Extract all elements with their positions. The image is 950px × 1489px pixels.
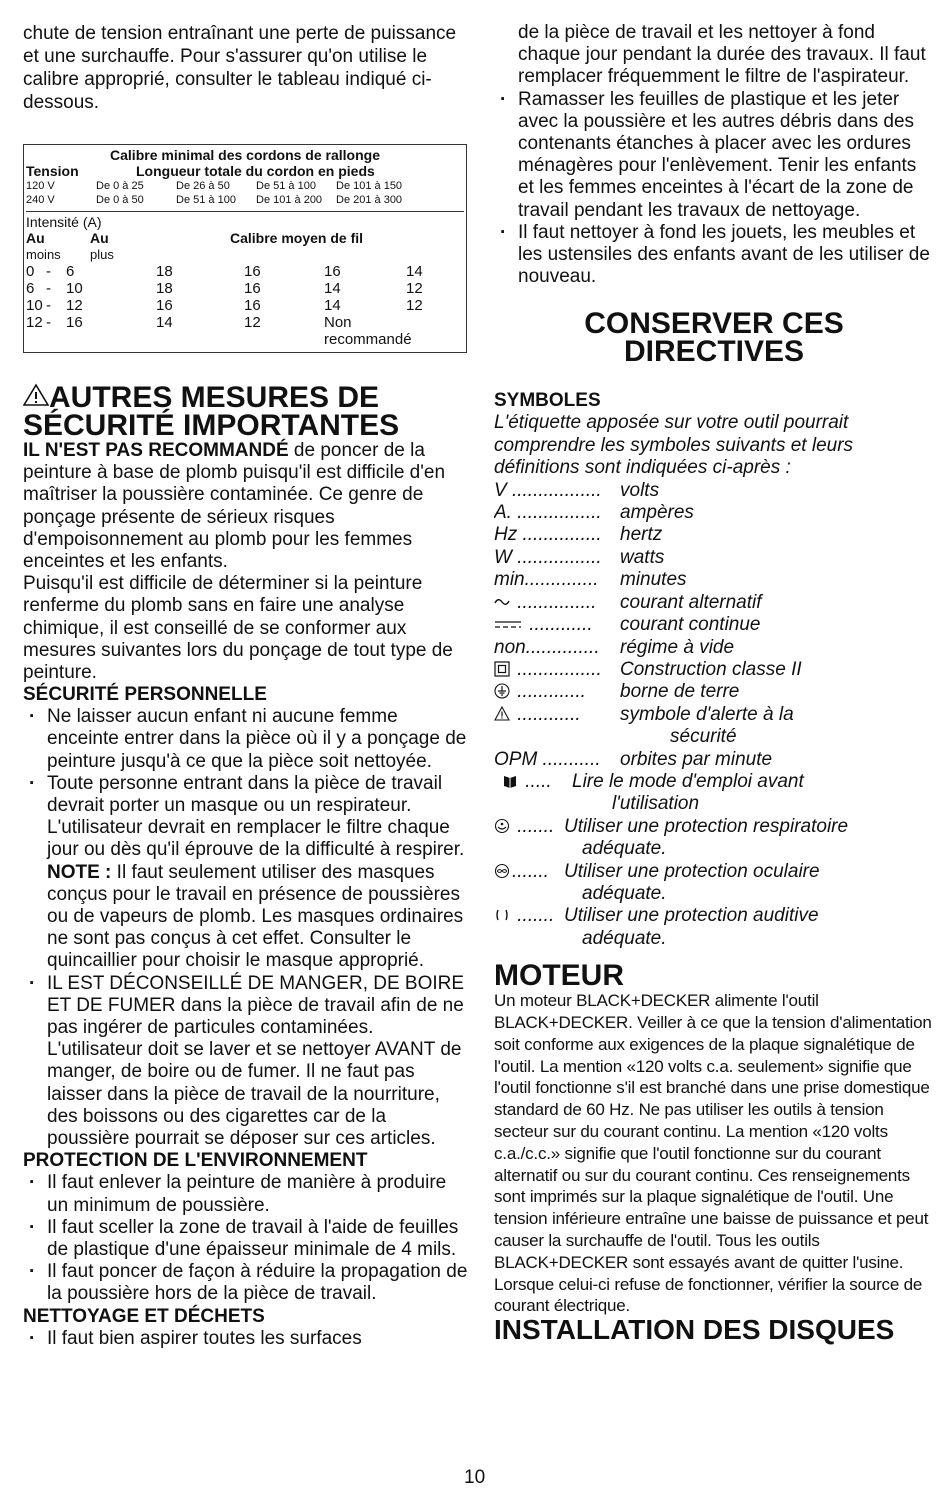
subheading-symboles: SYMBOLES: [494, 390, 601, 412]
symbol-key: [502, 771, 572, 816]
symbol-key: [494, 816, 564, 861]
table-cell: 14: [406, 263, 423, 280]
table-subheader: [26, 230, 464, 246]
direct-current-icon: [494, 616, 522, 632]
table-cell: 12: [26, 314, 43, 331]
symbol-key: non..............: [494, 636, 600, 658]
alternating-current-icon: [494, 594, 510, 610]
symbol-value: [564, 816, 934, 861]
table-row: [26, 297, 464, 314]
symbol-key: [494, 681, 620, 703]
table-cell: 12: [406, 297, 423, 314]
note-text: Il faut seulement utiliser des masques conçus pour le travail en présence de poussières ou de vapeurs de plomb. Les masques ordinaires ne sont pas conçus à cet effet. Consulter le quincaillier pour choisir le masque approprié.: [47, 861, 464, 972]
moteur-paragraph: Un moteur BLACK+DECKER alimente l'outil BLACK+DECKER. Veiller à ce que la tension d'alimentation soit conforme aux exigences de la plaque signalétique de l'outil. La mention «120 volts c.a. seulement» signifie que l'outil fonctionne s'il est branché dans une prise domestique standard de 60 Hz. Ne pas utiliser les outils à tension secteur sur du courant continu. La mention «120 volts c.a./c.c.» signifie que l'outil fonctionne sur du courant alternatif ou sur du courant continu. Ces renseignements sont imprimés sur la plaque signalétique de l'outil. Une tension inférieure entraîne une baisse de puissance et peut causer la surchauffe de l'outil. Tous les outils BLACK+DECKER sont essayés avant de quitter l'usine. Lorsque celui-ci refuse de fonctionner, vérifier la source de courant électrique.: [494, 991, 932, 1316]
symbol-dots: ...............: [512, 591, 597, 613]
symbol-key: OPM ...........: [494, 748, 601, 770]
symbol-row: [494, 704, 934, 749]
symbol-value: [620, 704, 934, 749]
list-environnement: [23, 1172, 468, 1305]
table-row: [26, 280, 464, 297]
respiratory-protection-icon: [494, 818, 510, 834]
range-cell: De 51 à 100: [176, 194, 236, 206]
table-cell: 16: [244, 280, 261, 297]
symbol-key: [494, 704, 620, 749]
table-header-row: [26, 163, 464, 179]
symbol-row: [494, 569, 934, 591]
symbol-value-line: Utiliser une protection auditive: [564, 905, 819, 927]
subheading-nettoyage: NETTOYAGE ET DÉCHETS: [23, 1305, 265, 1327]
table-title: Calibre minimal des cordons de rallonge: [110, 147, 380, 163]
symbol-row: [494, 480, 934, 502]
list-nettoyage: [23, 1328, 468, 1350]
heading-moteur: MOTEUR: [494, 959, 624, 993]
table-cell: -: [46, 280, 51, 297]
intensite-label: Intensité (A): [26, 214, 102, 230]
symbol-row: [494, 905, 934, 950]
symbol-value: Construction classe II: [620, 658, 802, 680]
symbol-row: [494, 637, 934, 659]
symbol-dots: ............: [512, 703, 581, 725]
symbol-value-line: Utiliser une protection oculaire: [564, 860, 820, 882]
symbol-value-line-2: adéquate.: [582, 838, 667, 860]
symbol-dots: .............: [512, 681, 586, 703]
warning-icon: [23, 383, 49, 407]
symbol-value: hertz: [620, 524, 663, 546]
heading-line-2: DIRECTIVES: [623, 335, 805, 369]
list-item: · IL EST DÉCONSEILLÉ DE MANGER, DE BOIRE ET DE FUMER dans la pièce de travail afin de ne pas ingérer de particules contaminées. L'utilisateur doit se laver et se nettoyer AVANT de manger, de boire ou de fumer. Il ne faut pas laisser dans la pièce de travail de la nourriture, des boissons ou des cigarettes car de la poussière pourrait se déposer sur ces articles.: [23, 973, 468, 1151]
table-row: [26, 314, 464, 348]
symbol-key: V .................: [494, 479, 602, 501]
subheading-environnement: PROTECTION DE L'ENVIRONNEMENT: [23, 1150, 368, 1172]
moins-label: moins: [26, 247, 61, 262]
heading-installation: INSTALLATION DES DISQUES: [494, 1314, 895, 1346]
range-cell: De 26 à 50: [176, 180, 230, 192]
symbol-value: [572, 771, 934, 816]
symbol-value: [564, 905, 934, 950]
symbol-dots: .......: [512, 860, 549, 882]
symbol-dots: .......: [512, 815, 555, 837]
list-item: · Ne laisser aucun enfant ni aucune femme enceinte entrer dans la pièce où il y a ponçage de peinture jusqu'à ce que la pièce soit nettoyée.: [23, 706, 468, 773]
symbol-key: A. ................: [494, 502, 602, 524]
symbol-value-line: Utiliser une protection respiratoire: [564, 815, 849, 837]
symbol-key: [494, 592, 620, 614]
symbol-row: [494, 749, 934, 771]
symbol-value: watts: [620, 546, 665, 568]
symbol-value: orbites par minute: [620, 748, 773, 770]
table-cell: 6: [26, 280, 35, 297]
list-item: · Il faut nettoyer à fond les jouets, les meubles et les ustensiles des enfants avant de les utiliser de nouveau.: [494, 222, 934, 289]
table-cell: 10: [66, 280, 83, 297]
symbol-row: [494, 614, 934, 636]
class-ii-icon: [494, 661, 510, 677]
au-label: Au: [90, 230, 109, 246]
list-item: · Il faut bien aspirer toutes les surfaces: [23, 1328, 468, 1350]
table-cell: Non recommandé: [324, 314, 412, 348]
table-cell: 16: [244, 297, 261, 314]
symbol-key: [494, 861, 564, 906]
table-cell: 14: [324, 280, 341, 297]
table-row-240v: [26, 193, 464, 207]
symbol-key: [494, 614, 620, 636]
list-item: · Ramasser les feuilles de plastique et les jeter avec la poussière et les autres débris dans des contenants étanches à placer avec les ordures ménagères pour l'enlèvement. Tenir les enfants et les femmes enceintes à l'écart de la zone de travail pendant les travaux de nettoyage.: [494, 89, 934, 222]
range-cell: De 101 à 150: [336, 180, 403, 192]
paragraph-2: Puisqu'il est difficile de déterminer si la peinture renferme du plomb sans en faire une analyse chimique, il est conseillé de se conformer aux mesures suivantes lors du ponçage de tout type de peinture.: [23, 573, 453, 684]
list-personnelle: [23, 706, 468, 861]
range-cell: De 0 à 25: [96, 180, 144, 192]
symbol-row: [494, 771, 934, 816]
list-personnelle-cont: [23, 973, 468, 1151]
table-cell: 18: [156, 263, 173, 280]
table-cell: 10: [26, 297, 43, 314]
symbol-key: W ................: [494, 546, 602, 568]
table-cell: 16: [324, 263, 341, 280]
table-cell: 12: [244, 314, 261, 331]
table-cell: 12: [406, 280, 423, 297]
table-cell: 12: [66, 297, 83, 314]
table-body: [26, 263, 464, 348]
symbol-key: min..............: [494, 569, 599, 591]
symbol-value: minutes: [620, 569, 687, 591]
symbol-value-line: Lire le mode d'emploi avant: [572, 770, 804, 792]
heading-conserver: [494, 307, 934, 369]
volt-label: 240 V: [26, 194, 55, 206]
table-cell: -: [46, 263, 51, 280]
symbol-value: régime à vide: [620, 636, 735, 658]
col-tension: Tension: [26, 163, 79, 179]
eye-protection-icon: [494, 863, 510, 879]
lead-paragraph: [23, 440, 468, 573]
symbol-row: [494, 547, 934, 569]
range-cell: De 201 à 300: [336, 194, 403, 206]
extension-cord-table: [23, 144, 467, 353]
hearing-protection-icon: [494, 907, 510, 923]
page-number: 10: [464, 1467, 486, 1488]
symbol-key: [494, 659, 620, 681]
right-column: [494, 22, 934, 1346]
symbol-value: courant continue: [620, 614, 761, 636]
table-cell: 18: [156, 280, 173, 297]
symbol-dots: ............: [524, 614, 593, 636]
symbol-row: [494, 861, 934, 906]
list-item: · Il faut enlever la peinture de manière à produire un minimum de poussière.: [23, 1172, 468, 1216]
table-cell: 16: [156, 297, 173, 314]
symbol-value-line: symbole d'alerte à la: [620, 703, 794, 725]
symbol-row: [494, 816, 934, 861]
symbol-row: [494, 524, 934, 546]
lead-text: de poncer de la peinture à base de plomb puisqu'il est difficile d'en maîtriser la poussière contaminée. Ce genre de ponçage présente de sérieux risques d'empoisonnement au plomb pour les femmes enceintes et les enfants.: [23, 440, 446, 573]
symbol-dots: .......: [512, 905, 555, 927]
table-cell: 16: [244, 263, 261, 280]
symbol-value-line-2: adéquate.: [582, 882, 667, 904]
symbol-value: [564, 861, 934, 906]
lead-strong: IL N'EST PAS RECOMMANDÉ: [23, 440, 289, 461]
note-paragraph: [23, 862, 468, 973]
subheading-personnelle: SÉCURITÉ PERSONNELLE: [23, 684, 267, 706]
range-cell: De 51 à 100: [256, 180, 316, 192]
calibre-label: Calibre moyen de fil: [230, 230, 364, 246]
range-cell: De 101 à 200: [256, 194, 323, 206]
table-cell: -: [46, 297, 51, 314]
intro-paragraph: chute de tension entraînant une perte de puissance et une surchauffe. Pour s'assurer qu'on utilise le calibre approprié, consulter le tableau indiqué ci-dessous.: [23, 23, 457, 113]
list-item: · Il faut poncer de façon à réduire la propagation de la poussière hors de la pièce de travail.: [23, 1261, 468, 1305]
symbol-value: borne de terre: [620, 681, 740, 703]
continued-paragraph: de la pièce de travail et les nettoyer à fond chaque jour pendant la durée des travaux. Il faut remplacer fréquemment le filtre de l'aspirateur.: [518, 22, 926, 88]
symbol-key: [494, 905, 564, 950]
table-row-120v: [26, 179, 464, 193]
symbol-dots: .....: [520, 770, 552, 792]
list-item: · Il faut sceller la zone de travail à l'aide de feuilles de plastique d'une épaisseur minimale de 4 mils.: [23, 1217, 468, 1261]
symbol-value-line-2: sécurité: [670, 726, 737, 748]
symbol-row: [494, 502, 934, 524]
symbol-row: [494, 681, 934, 703]
read-manual-icon: [502, 773, 518, 789]
list-nettoyage-cont: [494, 89, 934, 289]
heading-line-1: CONSERVER CES: [584, 307, 844, 341]
plus-label: plus: [90, 247, 114, 262]
symboles-intro: L'étiquette apposée sur votre outil pourrait comprendre les symboles suivants et leurs définitions sont indiquées ci-après :: [494, 412, 854, 479]
symbol-value-line-2: adéquate.: [582, 927, 667, 949]
heading-autres-mesures: [23, 383, 468, 440]
range-cell: De 0 à 50: [96, 194, 144, 206]
table-cell: 16: [66, 314, 83, 331]
earth-terminal-icon: [494, 683, 510, 699]
au-label: Au: [26, 230, 45, 246]
symbol-value: ampères: [620, 502, 694, 524]
symbol-value: volts: [620, 479, 660, 501]
heading-line-2: SÉCURITÉ IMPORTANTES: [23, 409, 400, 442]
col-length: Longueur totale du cordon en pieds: [136, 163, 375, 179]
table-cell: 0: [26, 263, 35, 280]
symbol-row: [494, 659, 934, 681]
table-row: [26, 263, 464, 280]
table-divider: [26, 211, 464, 212]
safety-alert-icon: [494, 706, 510, 722]
table-cell: 6: [66, 263, 75, 280]
symbol-key: Hz ...............: [494, 524, 602, 546]
symbol-value: courant alternatif: [620, 591, 762, 613]
left-column: [23, 22, 468, 1350]
table-cell: -: [46, 314, 51, 331]
symbol-value-line-2: l'utilisation: [612, 793, 700, 815]
note-label: NOTE :: [47, 861, 112, 883]
volt-label: 120 V: [26, 180, 55, 192]
table-subheader-2: [26, 246, 464, 263]
symbols-list: [494, 480, 934, 951]
symbol-row: [494, 592, 934, 614]
table-cell: 14: [324, 297, 341, 314]
table-cell: 14: [156, 314, 173, 331]
list-item: · Toute personne entrant dans la pièce de travail devrait porter un masque ou un respirateur. L'utilisateur devrait en remplacer le filtre chaque jour ou dès qu'il éprouve de la difficulté à respirer.: [23, 773, 468, 862]
symbol-dots: ................: [512, 658, 602, 680]
heading-line-1: AUTRES MESURES DE: [49, 381, 380, 414]
